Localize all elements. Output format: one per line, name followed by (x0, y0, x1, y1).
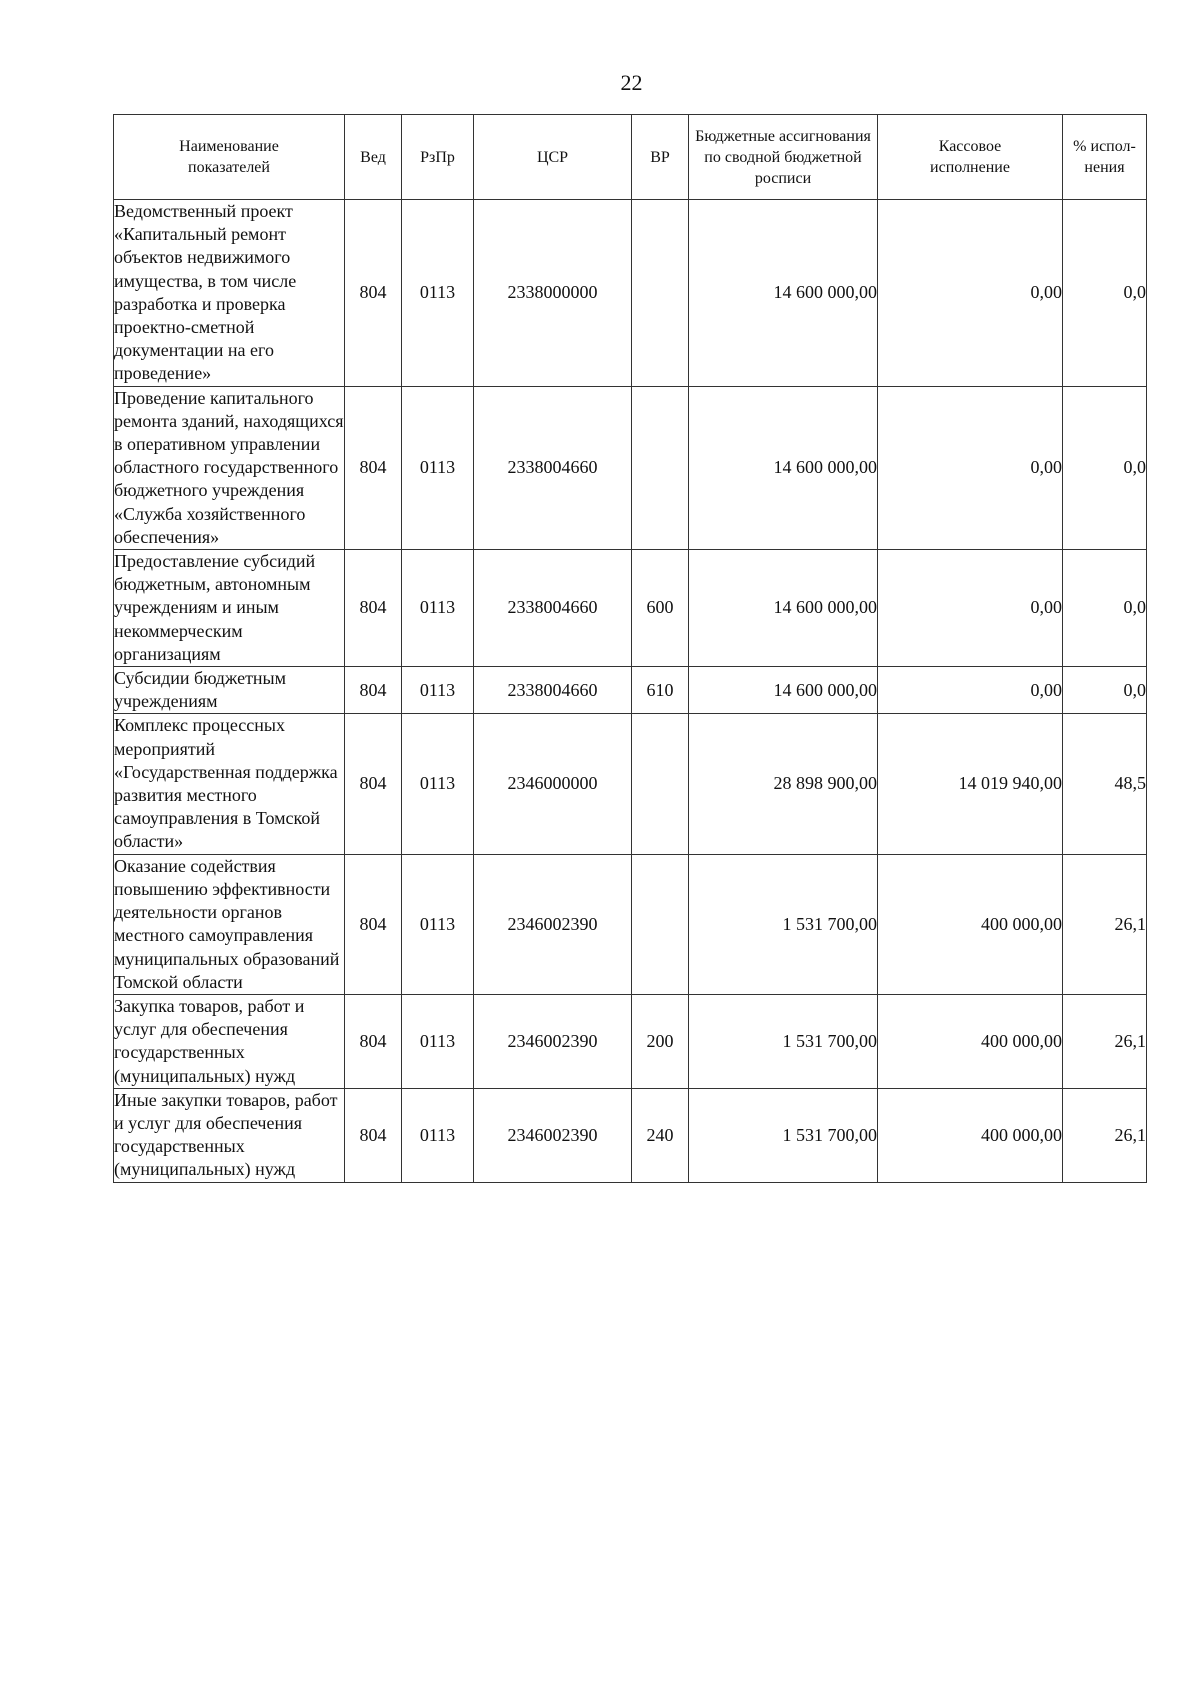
row-assignments: 1 531 700,00 (689, 994, 878, 1088)
row-cash: 0,00 (878, 667, 1063, 714)
row-cash: 400 000,00 (878, 854, 1063, 994)
row-ved: 804 (345, 200, 402, 387)
row-percent: 48,5 (1063, 714, 1147, 854)
table-row (114, 386, 1147, 549)
row-name: Субсидии бюджетным учреждениям (114, 667, 345, 714)
header-rzpr: РзПр (402, 115, 474, 200)
row-csr: 2346002390 (474, 1088, 632, 1182)
row-csr: 2338000000 (474, 200, 632, 387)
row-percent: 26,1 (1063, 854, 1147, 994)
row-assignments: 14 600 000,00 (689, 667, 878, 714)
row-ved: 804 (345, 386, 402, 549)
header-ved: Вед (345, 115, 402, 200)
row-percent: 0,0 (1063, 550, 1147, 667)
row-csr: 2346002390 (474, 854, 632, 994)
row-name: Предоставление субсидий бюджетным, автономным учреждениям и иным некоммерческим организациям (114, 550, 345, 667)
row-vr: 200 (632, 994, 689, 1088)
table-row (114, 994, 1147, 1088)
row-name: Комплекс процессных мероприятий «Государственная поддержка развития местного самоуправления в Томской области» (114, 714, 345, 854)
row-ved: 804 (345, 1088, 402, 1182)
header-vr: ВР (632, 115, 689, 200)
row-cash: 0,00 (878, 550, 1063, 667)
row-rzpr: 0113 (402, 386, 474, 549)
row-vr (632, 714, 689, 854)
table-row (114, 714, 1147, 854)
row-percent: 26,1 (1063, 1088, 1147, 1182)
row-cash: 0,00 (878, 386, 1063, 549)
row-name: Ведомственный проект «Капитальный ремонт объектов недвижимого имущества, в том числе разработка и проверка проектно-сметной документации на его проведение» (114, 200, 345, 387)
row-vr (632, 386, 689, 549)
table-row (114, 1088, 1147, 1182)
row-percent: 26,1 (1063, 994, 1147, 1088)
header-assignments: Бюджетные ассигнования по сводной бюджетной росписи (689, 115, 878, 200)
row-assignments: 1 531 700,00 (689, 854, 878, 994)
row-vr (632, 854, 689, 994)
header-name: Наименование показателей (114, 115, 345, 200)
row-vr: 600 (632, 550, 689, 667)
row-rzpr: 0113 (402, 550, 474, 667)
row-name: Оказание содействия повышению эффективности деятельности органов местного самоуправления муниципальных образований Томской области (114, 854, 345, 994)
row-percent: 0,0 (1063, 386, 1147, 549)
row-cash: 400 000,00 (878, 994, 1063, 1088)
row-cash: 14 019 940,00 (878, 714, 1063, 854)
page-number: 22 (620, 70, 643, 95)
row-ved: 804 (345, 667, 402, 714)
row-assignments: 14 600 000,00 (689, 200, 878, 387)
budget-execution-table (113, 114, 1147, 1183)
row-csr: 2338004660 (474, 667, 632, 714)
row-assignments: 14 600 000,00 (689, 386, 878, 549)
row-assignments: 28 898 900,00 (689, 714, 878, 854)
table-row (114, 550, 1147, 667)
row-ved: 804 (345, 550, 402, 667)
row-ved: 804 (345, 854, 402, 994)
row-name: Проведение капитального ремонта зданий, находящихся в оперативном управлении областного государственного бюджетного учреждения «Служба хозяйственного обеспечения» (114, 386, 345, 549)
row-vr: 610 (632, 667, 689, 714)
row-ved: 804 (345, 714, 402, 854)
row-cash: 400 000,00 (878, 1088, 1063, 1182)
table-row (114, 854, 1147, 994)
table-row (114, 200, 1147, 387)
row-rzpr: 0113 (402, 1088, 474, 1182)
row-percent: 0,0 (1063, 667, 1147, 714)
row-rzpr: 0113 (402, 200, 474, 387)
header-percent: % испол-нения (1063, 115, 1147, 200)
row-name: Закупка товаров, работ и услуг для обеспечения государственных (муниципальных) нужд (114, 994, 345, 1088)
row-cash: 0,00 (878, 200, 1063, 387)
header-csr: ЦСР (474, 115, 632, 200)
row-vr: 240 (632, 1088, 689, 1182)
row-csr: 2346000000 (474, 714, 632, 854)
row-csr: 2338004660 (474, 550, 632, 667)
row-csr: 2346002390 (474, 994, 632, 1088)
header-cash: Кассовое исполнение (878, 115, 1063, 200)
row-rzpr: 0113 (402, 994, 474, 1088)
row-assignments: 1 531 700,00 (689, 1088, 878, 1182)
row-ved: 804 (345, 994, 402, 1088)
row-assignments: 14 600 000,00 (689, 550, 878, 667)
row-csr: 2338004660 (474, 386, 632, 549)
row-rzpr: 0113 (402, 714, 474, 854)
row-rzpr: 0113 (402, 854, 474, 994)
table-header-row (114, 115, 1147, 200)
row-name: Иные закупки товаров, работ и услуг для обеспечения государственных (муниципальных) нужд (114, 1088, 345, 1182)
table-row (114, 667, 1147, 714)
row-rzpr: 0113 (402, 667, 474, 714)
row-percent: 0,0 (1063, 200, 1147, 387)
row-vr (632, 200, 689, 387)
